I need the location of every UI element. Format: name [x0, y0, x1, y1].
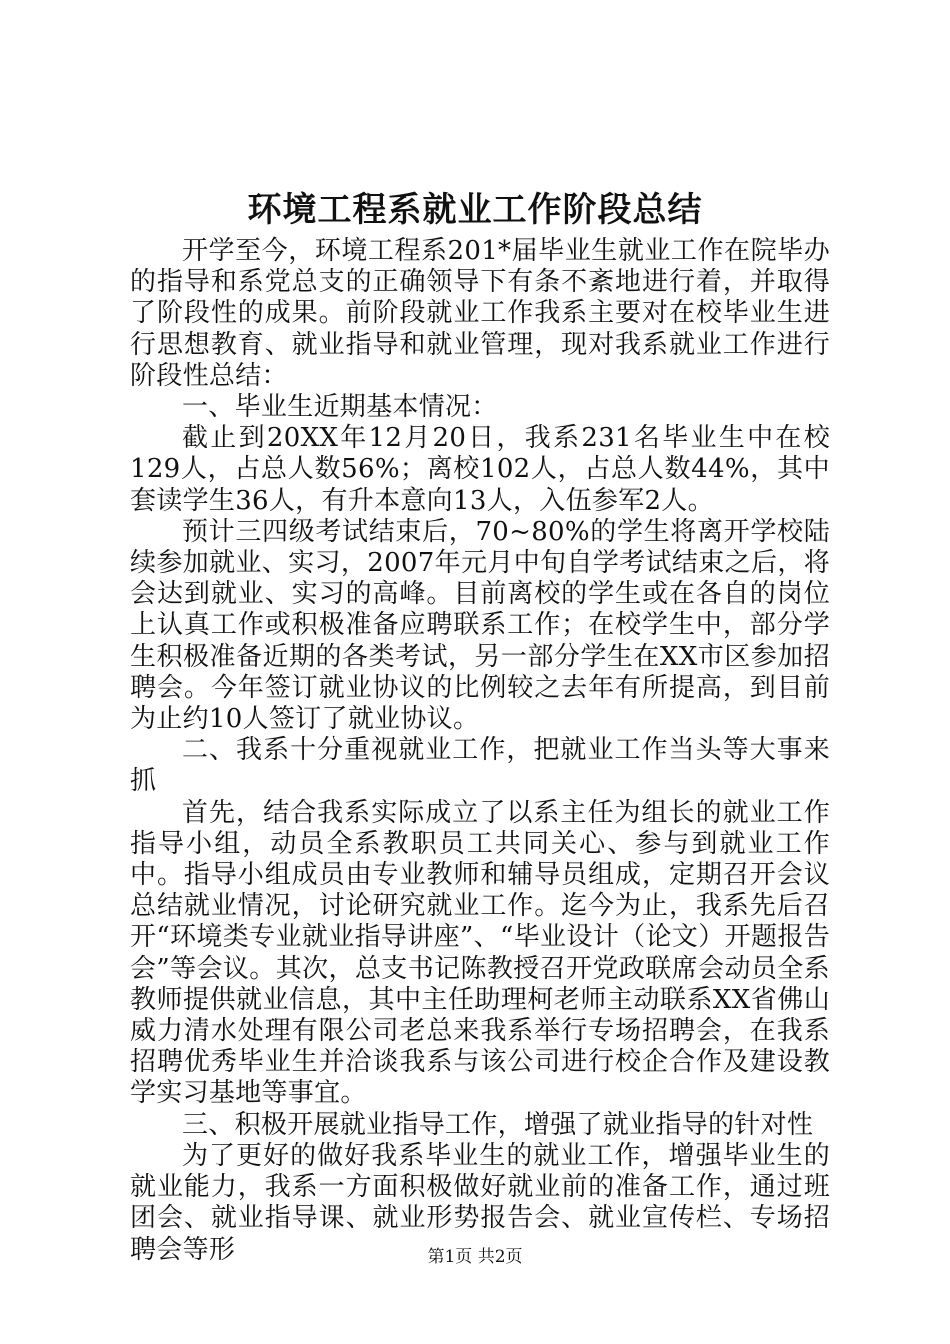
paragraph-intro: 开学至今，环境工程系201*届毕业生就业工作在院毕办的指导和系党总支的正确领导下有条不紊地进行着，并取得了阶段性的成果。前阶段就业工作我系主要对在校毕业生进行思想教育、就业指导和就业管理，现对我系就业工作进行阶段性总结： — [130, 236, 830, 391]
section-heading-2: 二、我系十分重视就业工作，把就业工作当头等大事来抓 — [130, 735, 830, 797]
paragraph-statistics: 截止到20XX年12月20日，我系231名毕业生中在校129人，占总人数56%；离校102人，占总人数44%，其中套读学生36人，有升本意向13人，入伍参军2人。 — [130, 423, 830, 516]
section-heading-3: 三、积极开展就业指导工作，增强了就业指导的针对性 — [182, 1109, 814, 1140]
paragraph-measures: 首先，结合我系实际成立了以系主任为组长的就业工作指导小组，动员全系教职员工共同关心、参与到就业工作中。指导小组成员由专业教师和辅导员组成，定期召开会议总结就业情况，讨论研究就业工作。迄今为止，我系先后召开“环境类专业就业指导讲座”、“毕业设计（论文）开题报告会”等会议。其次，总支书记陈教授召开党政联席会动员全系教师提供就业信息，其中主任助理柯老师主动联系XX省佛山威力清水处理有限公司老总来我系举行专场招聘会，在我系招聘优秀毕业生并洽谈我系与该公司进行校企合作及建设教学实习基地等事宜。 — [130, 797, 830, 1109]
page-footer: 第1页 共2页 — [427, 1247, 523, 1267]
document-body — [130, 236, 830, 1266]
paragraph-forecast: 预计三四级考试结束后，70~80%的学生将离开学校陆续参加就业、实习，2007年元月中旬自学考试结束之后，将会达到就业、实习的高峰。目前离校的学生或在各自的岗位上认真工作或积极准备应聘联系工作；在校学生中，部分学生积极准备近期的各类考试，另一部分学生在XX市区参加招聘会。今年签订就业协议的比例较之去年有所提高，到目前为止约10人签订了就业协议。 — [130, 516, 830, 735]
section-heading-1: 一、毕业生近期基本情况： — [182, 392, 498, 423]
document-title: 环境工程系就业工作阶段总结 — [247, 190, 703, 230]
paragraph-guidance: 为了更好的做好我系毕业生的就业工作，增强毕业生的就业能力，我系一方面积极做好就业前的准备工作，通过班团会、就业指导课、就业形势报告会、就业宣传栏、专场招聘会等形 — [130, 1140, 830, 1265]
